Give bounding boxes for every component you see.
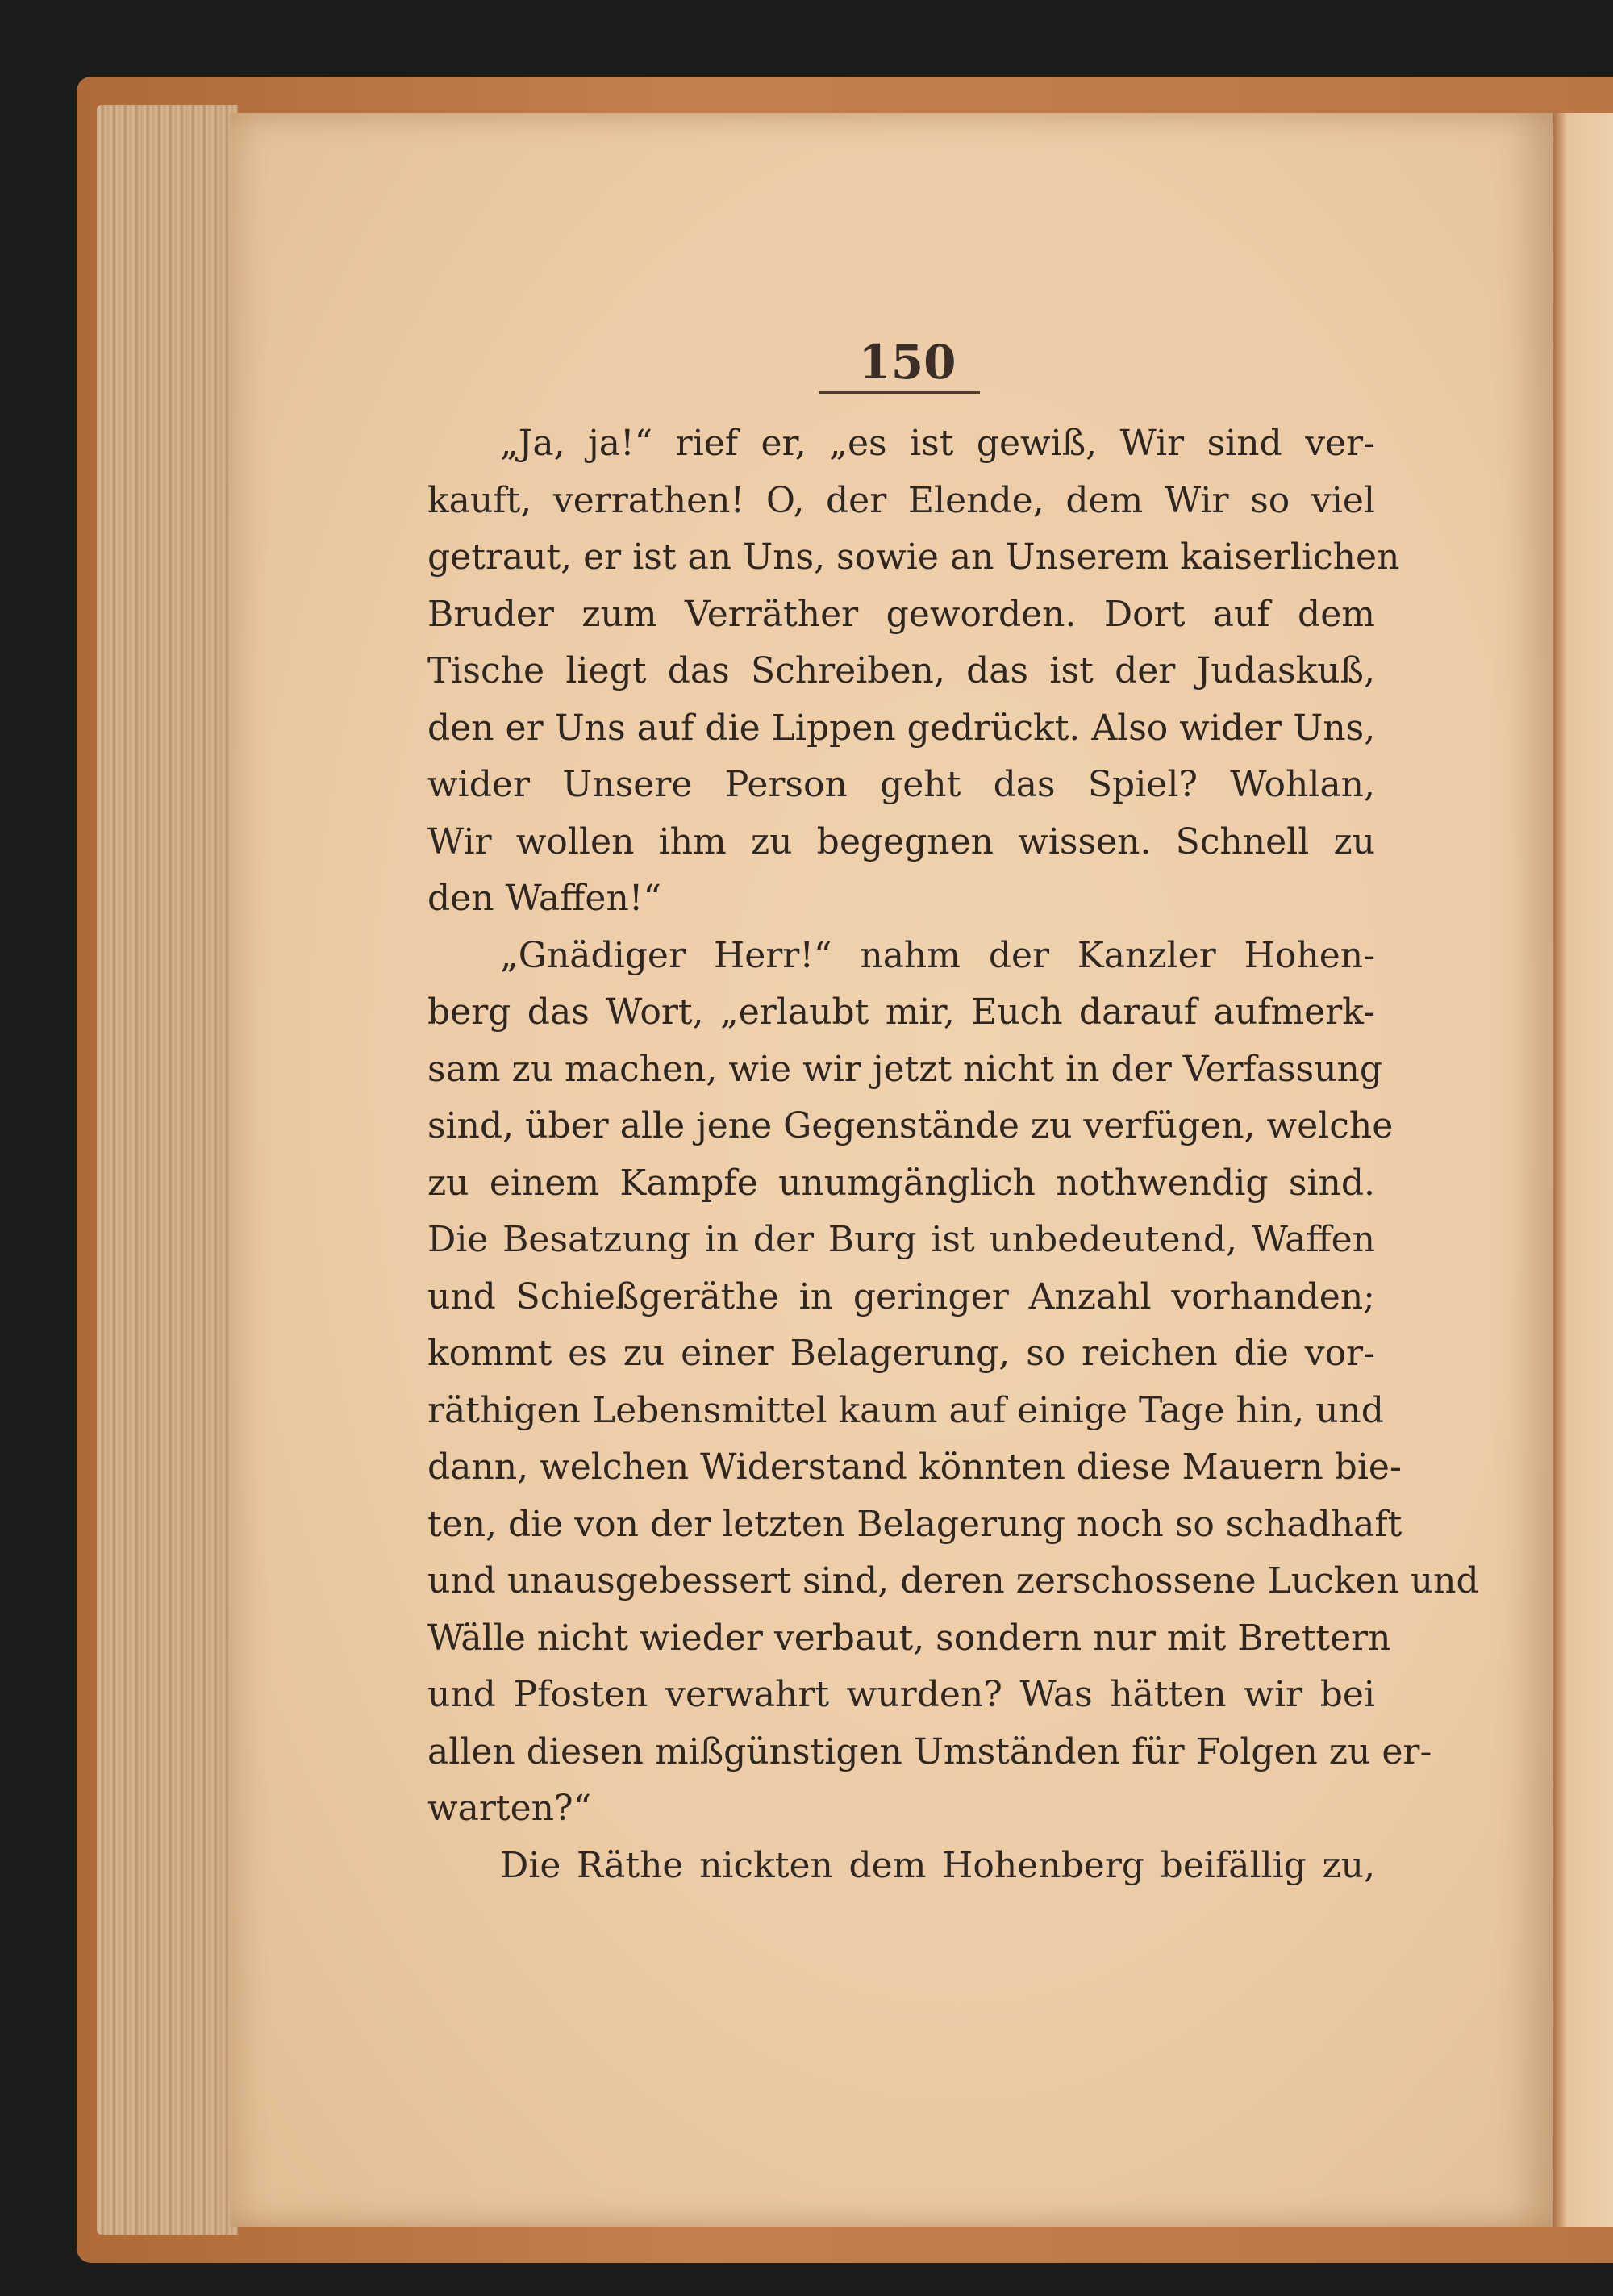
text-line: räthigen Lebensmittel kaum auf einige Tage hin, und [427, 1389, 1384, 1431]
text-line: sam zu machen, wie wir jetzt nicht in der Verfassung [427, 1048, 1383, 1090]
text-line: wider Unsere Person geht das Spiel? Wohlan, [427, 764, 1375, 805]
text-line: „Gnädiger Herr!“ nahm der Kanzler Hohen- [500, 934, 1375, 976]
text-line: Tische liegt das Schreiben, das ist der Judaskuß, [427, 650, 1375, 691]
text-line: den er Uns auf die Lippen gedrückt. Also wider Uns, [427, 707, 1376, 749]
facing-page-edge [1553, 113, 1613, 2227]
text-line: ten, die von der letzten Belagerung noch so schadhaft [427, 1503, 1403, 1545]
page-number: 150 [858, 335, 957, 390]
text-line: berg das Wort, „erlaubt mir, Euch darauf aufmerk- [427, 991, 1375, 1033]
text-line: kauft, verrathen! O, der Elende, dem Wir so viel [427, 479, 1375, 521]
text-line: den Waffen!“ [427, 878, 661, 919]
text-line: Die Besatzung in der Burg ist unbedeutend, Waffen [427, 1219, 1375, 1260]
text-line: Bruder zum Verräther geworden. Dort auf dem [427, 593, 1375, 635]
text-line: und unausgebessert sind, deren zerschossene Lucken und [427, 1560, 1479, 1601]
text-line: dann, welchen Widerstand könnten diese Mauern bie- [427, 1446, 1402, 1488]
text-line: Die Räthe nickten dem Hohenberg beifällig zu, [500, 1844, 1375, 1886]
text-line: zu einem Kampfe unumgänglich nothwendig sind. [427, 1162, 1375, 1204]
text-line: warten?“ [427, 1788, 592, 1829]
text-line: kommt es zu einer Belagerung, so reichen die vor- [427, 1333, 1375, 1374]
page-edges [97, 105, 238, 2235]
text-line: und Schießgeräthe in geringer Anzahl vorhanden; [427, 1275, 1375, 1317]
text-line: sind, über alle jene Gegenstände zu verfügen, welche [427, 1105, 1394, 1146]
text-line: und Pfosten verwahrt wurden? Was hätten wir bei [427, 1674, 1375, 1715]
text-line: Wälle nicht wieder verbaut, sondern nur mit Brettern [427, 1617, 1391, 1659]
text-line: Wir wollen ihm zu begegnen wissen. Schnell zu [427, 820, 1375, 862]
header-rule [819, 391, 980, 394]
text-line: „Ja, ja!“ rief er, „es ist gewiß, Wir sind ver- [500, 423, 1375, 464]
text-line: getraut, er ist an Uns, sowie an Unserem kaiserlichen [427, 536, 1400, 578]
text-line: allen diesen mißgünstigen Umständen für Folgen zu er- [427, 1730, 1432, 1772]
body-text [427, 415, 1479, 1948]
